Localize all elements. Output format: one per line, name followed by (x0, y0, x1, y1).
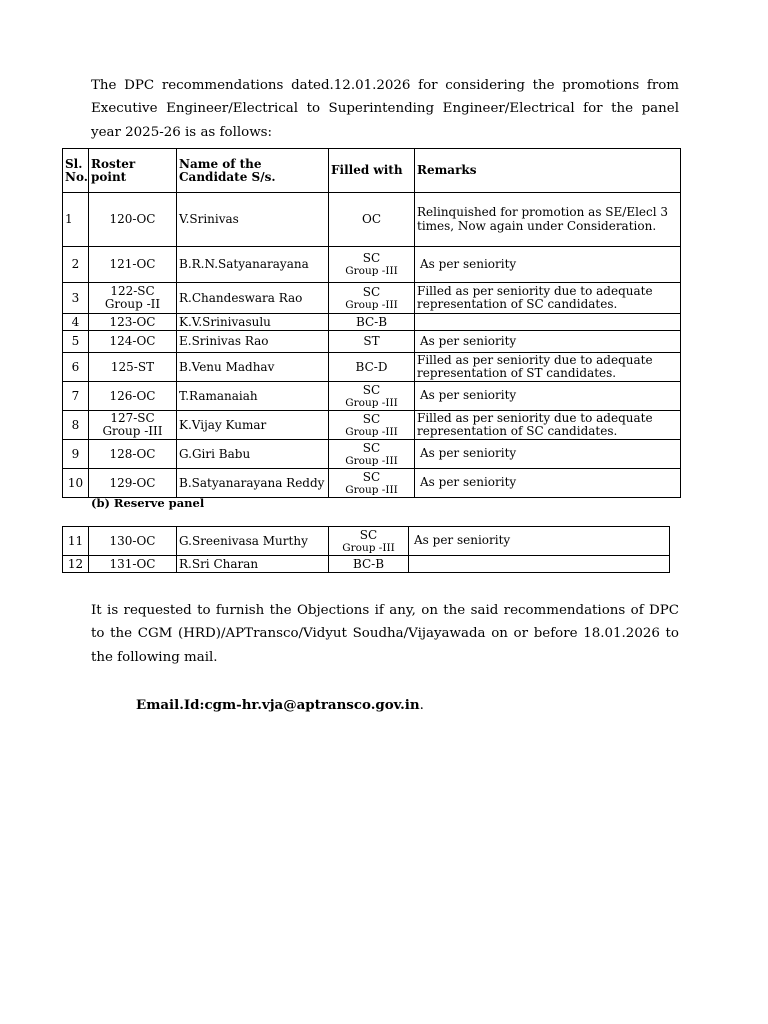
header-remarks: Remarks (415, 149, 681, 193)
reserve-table (62, 526, 670, 573)
cell-remarks: As per seniority (415, 440, 681, 469)
table-row (63, 331, 681, 353)
cell-sl-no: 1 (63, 193, 89, 247)
cell-roster-point: 121-OC (89, 247, 177, 283)
cell-roster-point: 125-ST (89, 353, 177, 382)
cell-sl-no: 7 (63, 382, 89, 411)
cell-sl-no: 5 (63, 331, 89, 353)
cell-candidate-name: V.Srinivas (177, 193, 329, 247)
cell-filled-with (329, 440, 415, 469)
filled-category: SC (362, 382, 381, 397)
table-row (63, 527, 670, 556)
filled-group: Group -III (342, 541, 395, 554)
filled-category: SC (362, 440, 381, 455)
cell-filled-with (329, 527, 409, 556)
filled-group: Group -III (345, 483, 398, 496)
cell-remarks: Filled as per seniority due to adequate representation of ST candidates. (415, 353, 681, 382)
table-row (63, 440, 681, 469)
cell-remarks (415, 314, 681, 331)
cell-filled-with (329, 556, 409, 573)
filled-category: SC (362, 469, 381, 484)
table-row (63, 247, 681, 283)
header-roster-point: Roster point (89, 149, 177, 193)
cell-sl-no: 3 (63, 283, 89, 314)
cell-remarks: As per seniority (415, 469, 681, 498)
cell-filled-with (329, 314, 415, 331)
table-row (63, 382, 681, 411)
cell-roster-point: 120-OC (89, 193, 177, 247)
reserve-panel-heading: (b) Reserve panel (91, 496, 205, 510)
cell-candidate-name: K.V.Srinivasulu (177, 314, 329, 331)
table-row (63, 314, 681, 331)
table-row (63, 353, 681, 382)
table-header-row (63, 149, 681, 193)
cell-filled-with (329, 247, 415, 283)
reserve-table-body (63, 527, 670, 573)
cell-filled-with (329, 193, 415, 247)
email-line (136, 697, 424, 713)
cell-remarks: As per seniority (409, 527, 670, 556)
cell-candidate-name: T.Ramanaiah (177, 382, 329, 411)
cell-sl-no: 11 (63, 527, 89, 556)
cell-candidate-name: G.Sreenivasa Murthy (177, 527, 329, 556)
table-row (63, 469, 681, 498)
cell-filled-with (329, 469, 415, 498)
header-filled-with: Filled with (329, 149, 415, 193)
email-address[interactable]: Email.Id:cgm-hr.vja@aptransco.gov.in (136, 697, 420, 713)
cell-remarks: As per seniority (415, 331, 681, 353)
request-paragraph: It is requested to furnish the Objections if any, on the said recommendations of DPC to the CGM (HRD)/APTransco/Vidyut Soudha/Vijayawada on or before 18.01.2026 to the following mail. (91, 603, 679, 665)
cell-remarks: As per seniority (415, 382, 681, 411)
table-row (63, 283, 681, 314)
filled-category: SC (362, 411, 381, 426)
filled-category: SC (359, 527, 378, 542)
cell-candidate-name: K.Vijay Kumar (177, 411, 329, 440)
table-row (63, 556, 670, 573)
header-sl-no: Sl. No. (63, 149, 89, 193)
cell-roster-point: 130-OC (89, 527, 177, 556)
cell-candidate-name: G.Giri Babu (177, 440, 329, 469)
cell-filled-with (329, 331, 415, 353)
filled-category: OC (361, 212, 382, 226)
email-suffix: . (419, 698, 424, 713)
cell-sl-no: 9 (63, 440, 89, 469)
cell-candidate-name: R.Sri Charan (177, 556, 329, 573)
table-row (63, 411, 681, 440)
cell-remarks: As per seniority (415, 247, 681, 283)
cell-roster-point: 128-OC (89, 440, 177, 469)
cell-filled-with (329, 353, 415, 382)
cell-roster-point: 131-OC (89, 556, 177, 573)
promotion-table (62, 148, 681, 498)
cell-candidate-name: B.R.N.Satyanarayana (177, 247, 329, 283)
filled-group: Group -III (345, 265, 398, 277)
cell-filled-with (329, 382, 415, 411)
cell-sl-no: 6 (63, 353, 89, 382)
cell-sl-no: 2 (63, 247, 89, 283)
cell-roster-point: 122-SC Group -II (89, 283, 177, 314)
filled-category: ST (363, 334, 380, 348)
cell-roster-point: 129-OC (89, 469, 177, 498)
filled-group: Group -III (345, 425, 398, 438)
filled-category: BC-D (355, 359, 388, 374)
filled-group: Group -III (345, 396, 398, 409)
filled-category: SC (362, 284, 381, 299)
cell-roster-point: 126-OC (89, 382, 177, 411)
cell-candidate-name: B.Venu Madhav (177, 353, 329, 382)
filled-category: SC (362, 251, 381, 265)
promotion-table-body (63, 193, 681, 498)
cell-candidate-name: E.Srinivas Rao (177, 331, 329, 353)
cell-remarks (409, 556, 670, 573)
cell-roster-point: 127-SC Group -III (89, 411, 177, 440)
cell-remarks: Filled as per seniority due to adequate representation of SC candidates. (415, 283, 681, 314)
filled-group: Group -III (345, 454, 398, 467)
filled-category: BC-B (355, 314, 388, 329)
cell-candidate-name: B.Satyanarayana Reddy (177, 469, 329, 498)
cell-sl-no: 12 (63, 556, 89, 573)
filled-group: Group -III (345, 298, 398, 311)
header-candidate-name: Name of the Candidate S/s. (177, 149, 329, 193)
intro-paragraph: The DPC recommendations dated.12.01.2026 for considering the promotions from Executive Engineer/Electrical to Superintending Engineer/Electrical for the panel year 2025-26 is as follows: (91, 78, 679, 140)
cell-roster-point: 123-OC (89, 314, 177, 331)
cell-roster-point: 124-OC (89, 331, 177, 353)
cell-filled-with (329, 283, 415, 314)
cell-sl-no: 4 (63, 314, 89, 331)
cell-sl-no: 8 (63, 411, 89, 440)
cell-remarks: Relinquished for promotion as SE/Elecl 3 times, Now again under Consideration. (415, 193, 681, 247)
table-row (63, 193, 681, 247)
cell-filled-with (329, 411, 415, 440)
filled-category: BC-B (352, 556, 385, 571)
cell-candidate-name: R.Chandeswara Rao (177, 283, 329, 314)
cell-remarks: Filled as per seniority due to adequate representation of SC candidates. (415, 411, 681, 440)
cell-sl-no: 10 (63, 469, 89, 498)
